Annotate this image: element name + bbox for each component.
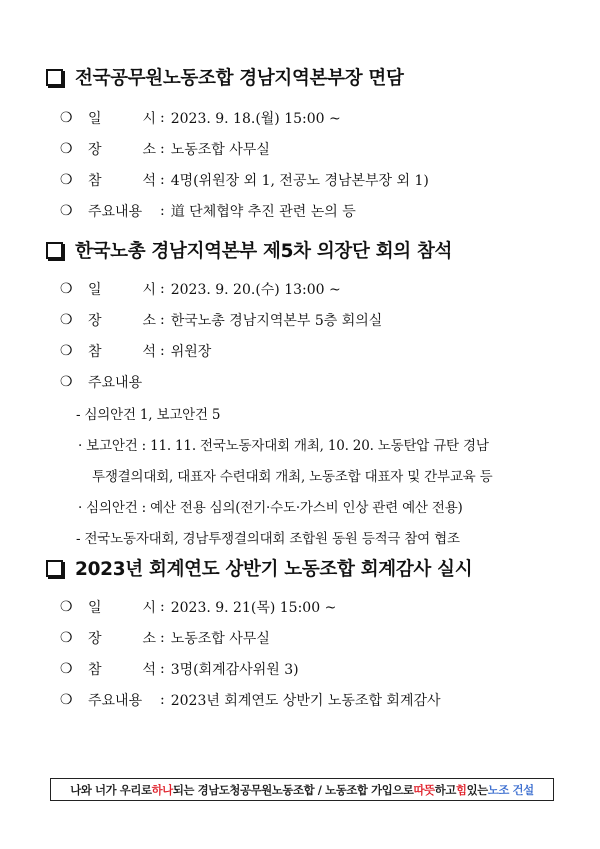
section-1-title: 전국공무원노동조합 경남지역본부장 면담 <box>75 68 404 89</box>
section-2-title: 한국노총 경남지역본부 제5차 의장단 회의 참석 <box>75 241 453 262</box>
detail-line: - 심의안건 1, 보고안건 5 <box>76 406 221 423</box>
footer-slogan <box>50 778 554 801</box>
section-2-heading <box>46 235 570 265</box>
circle-bullet-icon: ❍ <box>60 109 73 126</box>
circle-bullet-icon: ❍ <box>60 171 73 188</box>
circle-bullet-icon: ❍ <box>60 691 73 708</box>
row-label: 일 시 <box>88 599 156 616</box>
row-attendees <box>60 653 570 684</box>
row-value: 노동조합 사무실 <box>170 630 270 647</box>
row-value: 한국노총 경남지역본부 5층 회의실 <box>170 312 383 329</box>
circle-bullet-icon: ❍ <box>60 311 73 328</box>
circle-bullet-icon: ❍ <box>60 140 73 157</box>
detail-line: 투쟁결의대회, 대표자 수련대회 개최, 노동조합 대표자 및 간부교육 등 <box>92 468 493 485</box>
row-label: 장 소 <box>88 141 156 158</box>
section-1 <box>46 62 570 226</box>
detail-line: - 전국노동자대회, 경남투쟁결의대회 조합원 동원 등적극 참여 협조 <box>76 530 460 547</box>
slogan-text: 되는 경남도청공무원노동조합 / 노동조합 가입으로 <box>172 782 414 797</box>
circle-bullet-icon: ❍ <box>60 373 73 390</box>
row-date <box>60 102 570 133</box>
row-date <box>60 591 570 622</box>
checkbox-square-icon <box>46 560 63 577</box>
circle-bullet-icon: ❍ <box>60 598 73 615</box>
section-2 <box>46 235 570 552</box>
row-date <box>60 273 570 304</box>
slogan-highlight-red: 하나 <box>151 782 173 797</box>
row-value: 위원장 <box>170 343 212 360</box>
colon: : <box>160 342 165 359</box>
colon: : <box>160 660 165 677</box>
row-value: 道 단체협약 추진 관련 논의 등 <box>170 203 356 220</box>
row-value: 2023. 9. 18.(월) 15:00 ~ <box>170 110 341 127</box>
circle-bullet-icon: ❍ <box>60 280 73 297</box>
slogan-highlight-red: 따뜻 <box>413 782 435 797</box>
row-value: 3명(회계감사위원 3) <box>170 661 299 678</box>
colon: : <box>160 171 165 188</box>
row-content <box>60 366 570 397</box>
colon: : <box>160 311 165 328</box>
slogan-highlight-blue: 노조 건설 <box>487 782 534 797</box>
section-3-title: 2023년 회계연도 상반기 노동조합 회계감사 실시 <box>75 559 473 580</box>
section-3 <box>46 553 570 715</box>
checkbox-square-icon <box>46 69 63 86</box>
colon: : <box>160 691 165 708</box>
slogan-text: 나와 너가 우리로 <box>70 782 152 797</box>
row-content <box>60 195 570 226</box>
row-label: 참 석 <box>88 343 156 360</box>
section-1-heading <box>46 62 570 92</box>
row-place <box>60 304 570 335</box>
circle-bullet-icon: ❍ <box>60 660 73 677</box>
checkbox-square-icon <box>46 242 63 259</box>
slogan-text: 있는 <box>466 782 488 797</box>
row-label: 주요내용 <box>88 374 143 391</box>
row-value: 4명(위원장 외 1, 전공노 경남본부장 외 1) <box>170 172 429 189</box>
colon: : <box>160 598 165 615</box>
row-label: 장 소 <box>88 630 156 647</box>
row-label: 장 소 <box>88 312 156 329</box>
detail-line: · 심의안건 : 예산 전용 심의(전기·수도·가스비 인상 관련 예산 전용) <box>78 499 463 516</box>
row-label: 참 석 <box>88 661 156 678</box>
circle-bullet-icon: ❍ <box>60 202 73 219</box>
colon: : <box>160 140 165 157</box>
row-place <box>60 133 570 164</box>
row-label: 일 시 <box>88 110 156 127</box>
row-label: 주요내용 <box>88 692 143 709</box>
row-value: 2023년 회계연도 상반기 노동조합 회계감사 <box>170 692 441 709</box>
row-label: 일 시 <box>88 281 156 298</box>
row-label: 참 석 <box>88 172 156 189</box>
colon: : <box>160 629 165 646</box>
slogan-highlight-red: 힘 <box>455 782 467 797</box>
row-attendees <box>60 335 570 366</box>
circle-bullet-icon: ❍ <box>60 629 73 646</box>
colon: : <box>160 109 165 126</box>
row-value: 2023. 9. 20.(수) 13:00 ~ <box>170 281 341 298</box>
colon: : <box>160 280 165 297</box>
section-3-heading <box>46 553 570 583</box>
row-value: 노동조합 사무실 <box>170 141 270 158</box>
colon: : <box>160 202 165 219</box>
row-label: 주요내용 <box>88 203 143 220</box>
row-place <box>60 622 570 653</box>
row-value: 2023. 9. 21(목) 15:00 ~ <box>170 599 337 616</box>
circle-bullet-icon: ❍ <box>60 342 73 359</box>
detail-line: · 보고안건 : 11. 11. 전국노동자대회 개최, 10. 20. 노동탄압 규탄 경남 <box>78 437 489 454</box>
slogan-text: 하고 <box>434 782 456 797</box>
row-content <box>60 684 570 715</box>
row-attendees <box>60 164 570 195</box>
